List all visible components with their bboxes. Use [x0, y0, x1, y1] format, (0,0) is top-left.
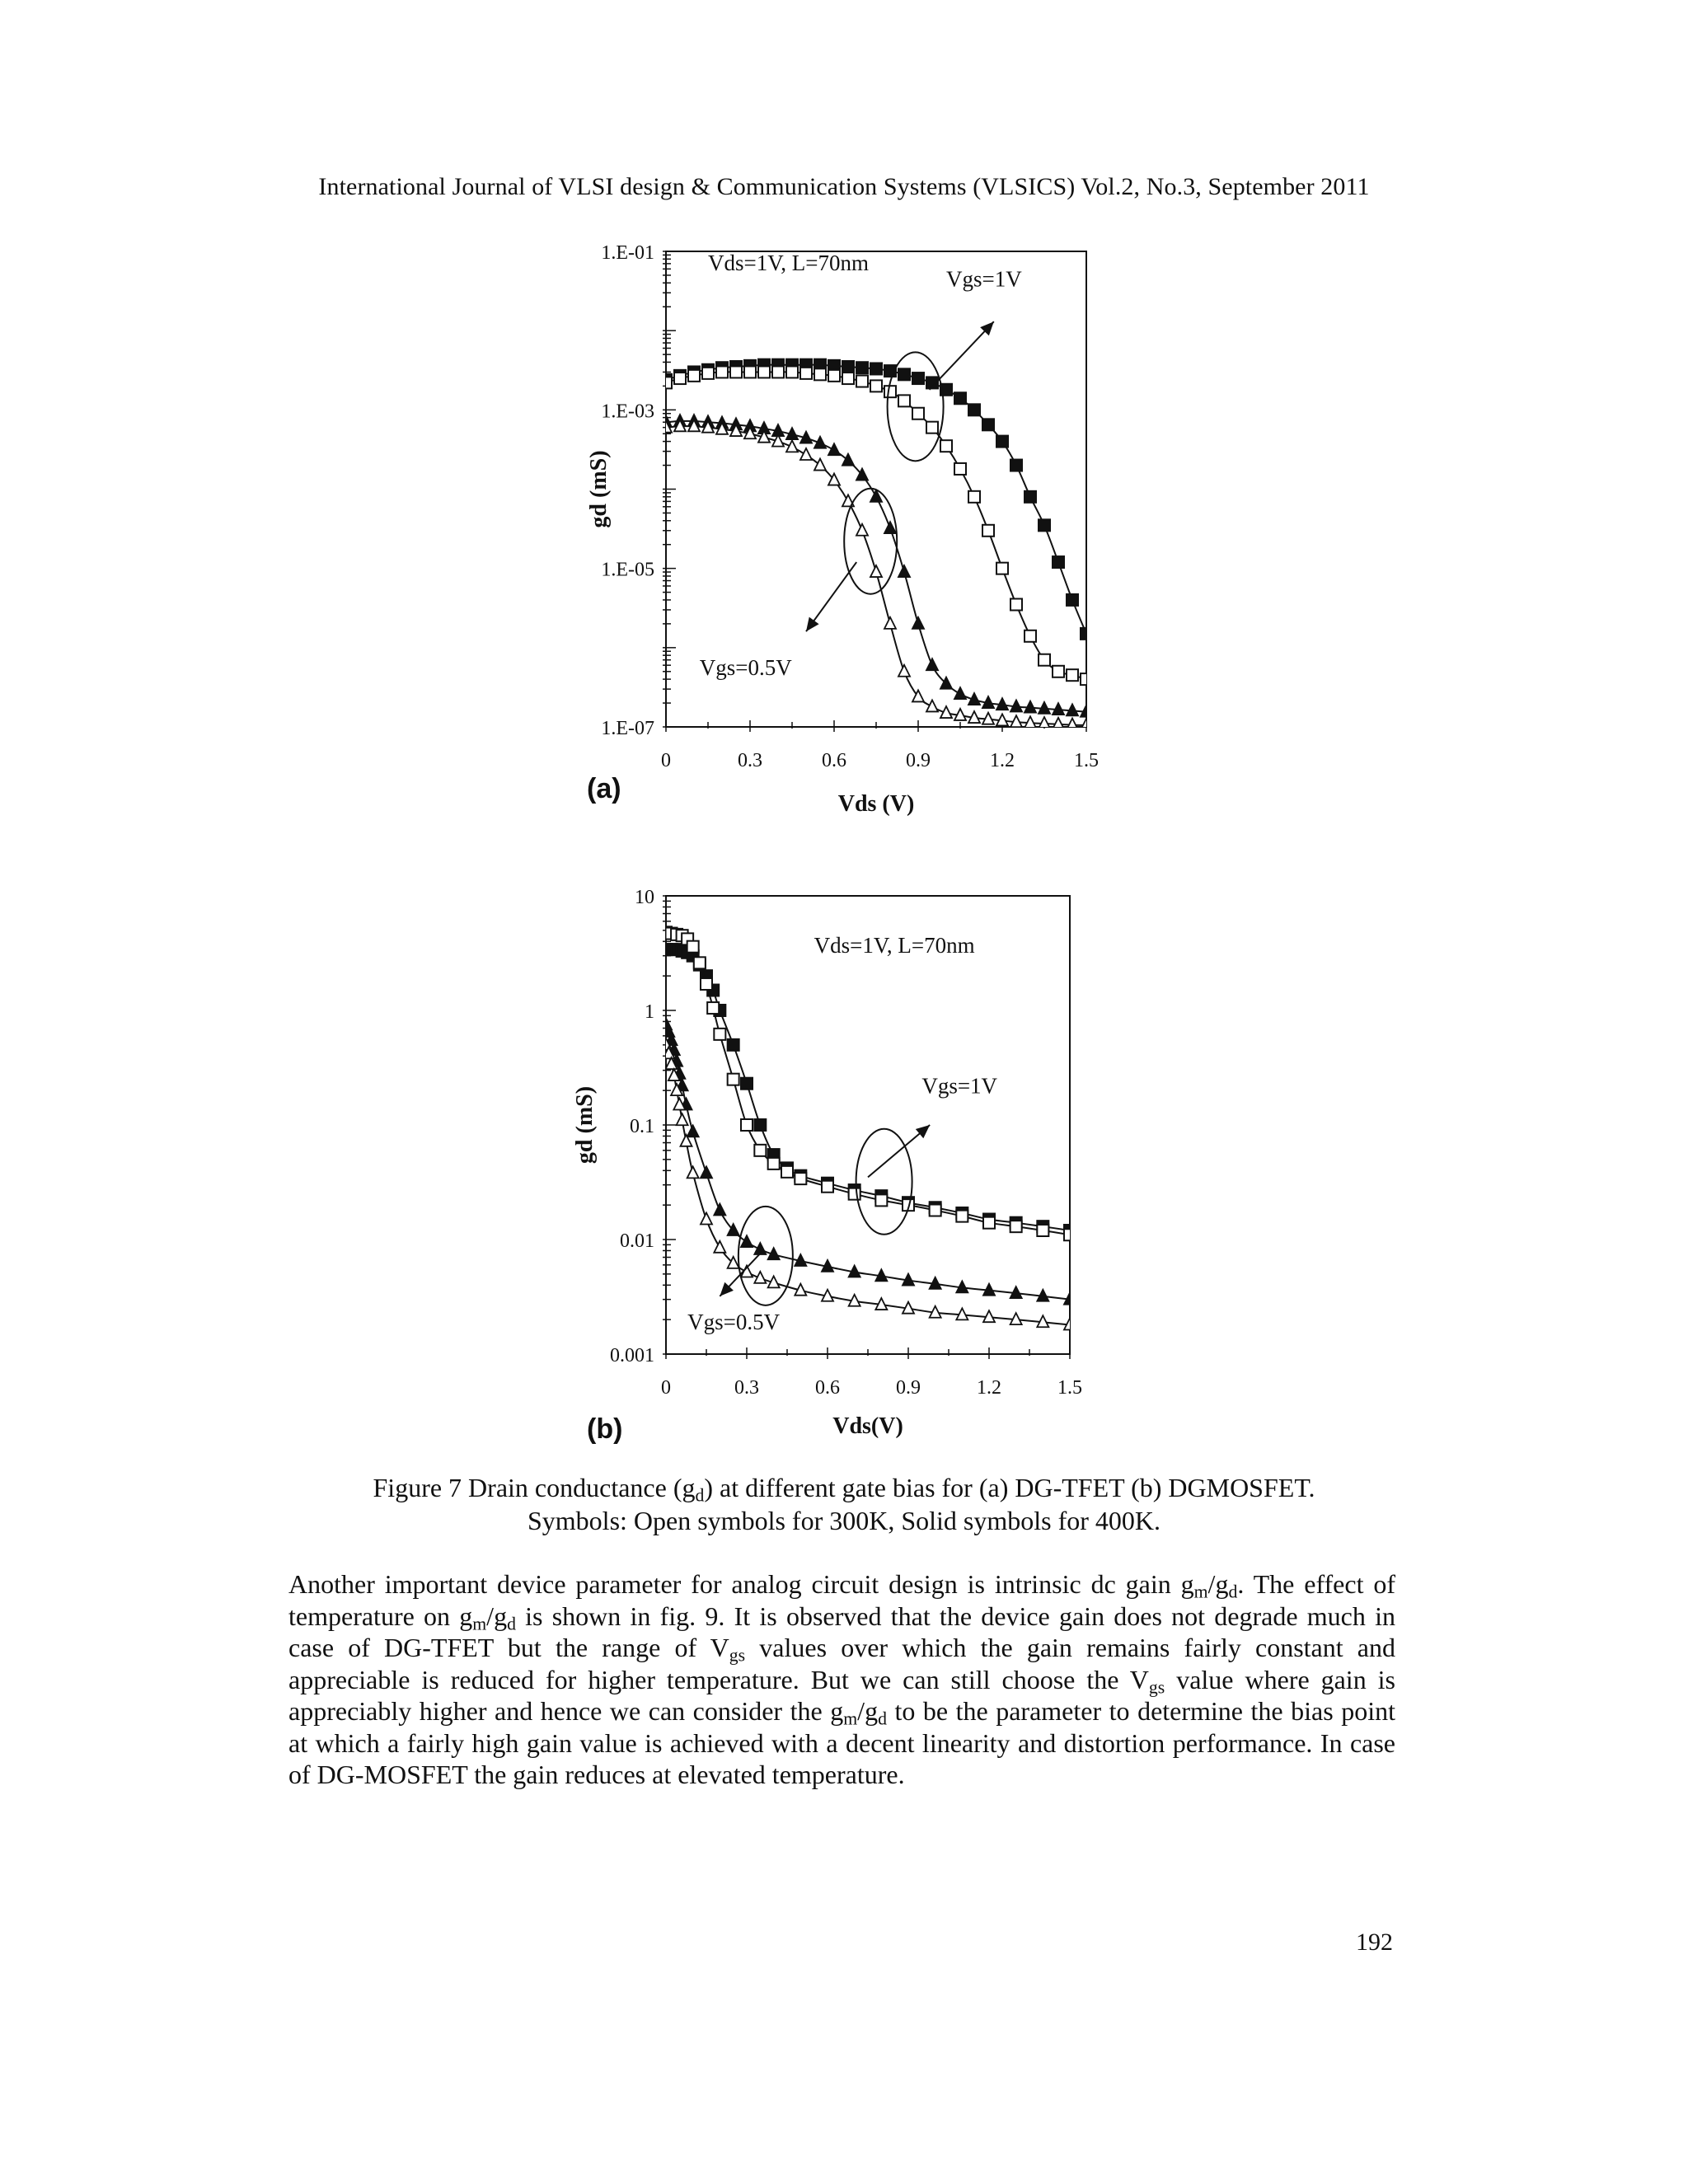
data-point: [982, 419, 994, 430]
x-tick-label: 1.5: [1074, 750, 1099, 771]
data-point: [983, 1217, 995, 1229]
x-tick-label: 1.2: [990, 750, 1015, 771]
data-point: [982, 525, 994, 537]
series-line: [666, 949, 1070, 1230]
data-point: [822, 1181, 833, 1193]
series-line: [666, 932, 1070, 1235]
data-point: [1067, 669, 1078, 681]
caption-line-2: Symbols: Open symbols for 300K, Solid symbols for 400K.: [527, 1506, 1161, 1535]
data-point: [954, 687, 966, 699]
data-point: [856, 362, 868, 373]
data-point: [688, 370, 700, 382]
data-point: [741, 1119, 753, 1131]
data-point: [1025, 491, 1036, 503]
data-point: [730, 366, 742, 377]
data-point: [968, 404, 980, 415]
data-point: [1010, 460, 1022, 471]
data-point: [842, 454, 854, 466]
data-point: [926, 700, 938, 711]
chart-annotation: Vgs=1V: [946, 266, 1022, 292]
y-axis-title: gd (mS): [572, 1085, 598, 1165]
x-tick-label: 0.3: [738, 750, 762, 771]
data-point: [768, 1158, 780, 1169]
data-point: [926, 422, 938, 434]
data-point: [856, 376, 868, 387]
chart-annotation: Vds=1V, L=70nm: [708, 250, 869, 275]
data-point: [687, 1166, 699, 1178]
x-tick-label: 0.6: [815, 1377, 840, 1399]
data-point: [884, 386, 896, 397]
data-point: [707, 1002, 719, 1014]
data-point: [781, 1166, 793, 1178]
data-point: [714, 1029, 725, 1040]
caption-line-1: Figure 7 Drain conductance $(g_d)$ at different gate bias for (a) DG-TFET (b) DGMOSFET.: [373, 1473, 1315, 1506]
x-tick-label: 0.9: [906, 750, 931, 771]
data-point: [870, 380, 882, 391]
y-tick-label: 1: [645, 1001, 654, 1023]
x-tick-label: 0: [661, 1377, 671, 1399]
data-point: [728, 1074, 739, 1085]
data-point: [849, 1188, 860, 1200]
series-line: [666, 1045, 1070, 1325]
data-point: [1064, 1229, 1076, 1240]
y-tick-label: 1.E-05: [601, 559, 654, 581]
chart-annotation: Vds=1V, L=70nm: [814, 932, 975, 958]
data-point: [674, 373, 686, 384]
data-point: [1010, 1221, 1022, 1232]
chart-annotation: Vgs=0.5V: [699, 655, 792, 681]
data-point: [687, 941, 699, 953]
data-point: [786, 440, 798, 452]
x-axis-title: Vds(V): [832, 1413, 903, 1439]
data-point: [800, 368, 812, 379]
data-point: [758, 366, 770, 377]
data-point: [898, 665, 910, 677]
data-point: [694, 957, 706, 968]
data-point: [701, 1166, 712, 1178]
data-point: [912, 617, 924, 629]
data-point: [1053, 666, 1064, 677]
data-point: [1025, 630, 1036, 642]
y-tick-label: 1.E-01: [601, 242, 654, 264]
group-ellipse: [888, 352, 944, 461]
data-point: [677, 1113, 688, 1125]
data-point: [687, 1125, 699, 1137]
data-point: [714, 1241, 725, 1253]
data-point: [870, 363, 882, 374]
data-point: [956, 1211, 968, 1222]
body-paragraph: Another important device parameter for analog circuit design is intrinsic dc gain $g_m/g_d$. The effect of temperature on $g_m/g_d$ is shown in fig. 9. It is observed that the device gain does not degrade much in case of DG-TFET but the range of $V_{gs}$ values over which the gain remains fairly constant and appreciable is reduced for higher temperature. But we can still choose the $V_{gs}$ value where gain is appreciably higher and hence we can consider the $g_m/g_d$ to be the parameter to determine the bias point at which a fairly high gain value is achieved with a decent linearity and distortion performance. In case of DG-MOSFET the gain reduces at elevated temperature.: [288, 1569, 1396, 1789]
y-tick-label: 0.1: [630, 1116, 654, 1137]
series-line: [666, 1024, 1070, 1299]
data-point: [898, 368, 910, 380]
data-point: [954, 463, 966, 475]
data-point: [912, 373, 924, 384]
group-ellipse: [844, 489, 897, 594]
figure-caption: [0, 1471, 1688, 1537]
data-point: [716, 366, 728, 377]
data-point: [702, 368, 714, 379]
panel-label: (b): [587, 1413, 623, 1445]
arrow-head: [806, 617, 819, 632]
data-point: [786, 366, 798, 377]
data-point: [1053, 556, 1064, 568]
data-point: [795, 1173, 806, 1184]
y-tick-label: 0.001: [610, 1345, 654, 1366]
data-point: [1067, 594, 1078, 606]
data-point: [898, 395, 910, 406]
y-axis-title: gd (mS): [586, 450, 612, 528]
data-point: [1010, 599, 1022, 611]
data-point: [842, 361, 854, 373]
data-point: [660, 377, 672, 388]
y-tick-label: 0.01: [620, 1230, 654, 1252]
y-tick-label: 1.E-03: [601, 401, 654, 423]
group-ellipse: [856, 1129, 912, 1235]
data-point: [800, 448, 812, 460]
x-axis-title: Vds (V): [837, 791, 915, 817]
panel-label: (a): [587, 773, 621, 804]
x-tick-label: 0: [661, 750, 671, 771]
data-point: [870, 565, 882, 577]
x-tick-label: 0.3: [734, 1377, 759, 1399]
figure-7b-chart: [0, 874, 1688, 1451]
data-point: [1081, 673, 1092, 685]
data-point: [884, 522, 896, 533]
group-ellipse: [738, 1207, 793, 1305]
data-point: [856, 524, 868, 536]
chart-annotation: Vgs=1V: [921, 1073, 998, 1099]
page-header: International Journal of VLSI design & Communication Systems (VLSICS) Vol.2, No.3, September 2011: [318, 173, 1370, 200]
group-arrow: [930, 321, 994, 390]
data-point: [912, 408, 924, 419]
y-tick-label: 1.E-07: [601, 718, 654, 739]
data-point: [714, 1204, 725, 1216]
figure-7a-chart: [0, 231, 1688, 940]
data-point: [772, 366, 784, 377]
x-tick-label: 1.5: [1057, 1377, 1082, 1399]
data-point: [940, 440, 952, 452]
data-point: [875, 1194, 887, 1206]
data-point: [828, 370, 840, 382]
x-tick-label: 1.2: [977, 1377, 1001, 1399]
series-line: [666, 372, 1086, 679]
data-point: [1039, 519, 1050, 531]
data-point: [1037, 1225, 1048, 1236]
data-point: [968, 491, 980, 503]
data-point: [996, 436, 1008, 448]
data-point: [930, 1205, 941, 1216]
page-number: 192: [1356, 1929, 1393, 1956]
data-point: [954, 392, 966, 404]
data-point: [754, 1119, 766, 1131]
data-point: [701, 1213, 712, 1225]
data-point: [744, 366, 756, 377]
data-point: [828, 443, 840, 455]
data-point: [728, 1039, 739, 1051]
data-point: [741, 1078, 753, 1090]
series-layer: [660, 926, 1076, 1329]
chart-annotation: Vgs=0.5V: [687, 1309, 781, 1334]
data-point: [884, 617, 896, 629]
data-point: [898, 565, 910, 577]
x-tick-label: 0.9: [896, 1377, 921, 1399]
data-point: [701, 978, 712, 990]
data-point: [996, 563, 1008, 574]
data-point: [814, 368, 826, 380]
data-point: [926, 658, 938, 670]
y-tick-label: 10: [635, 887, 654, 908]
x-tick-label: 0.6: [822, 750, 846, 771]
data-point: [1081, 628, 1092, 640]
data-point: [1039, 654, 1050, 666]
data-point: [814, 459, 826, 471]
arrow-head: [916, 1125, 930, 1138]
data-point: [754, 1145, 766, 1156]
data-point: [741, 1235, 753, 1247]
data-point: [842, 373, 854, 384]
